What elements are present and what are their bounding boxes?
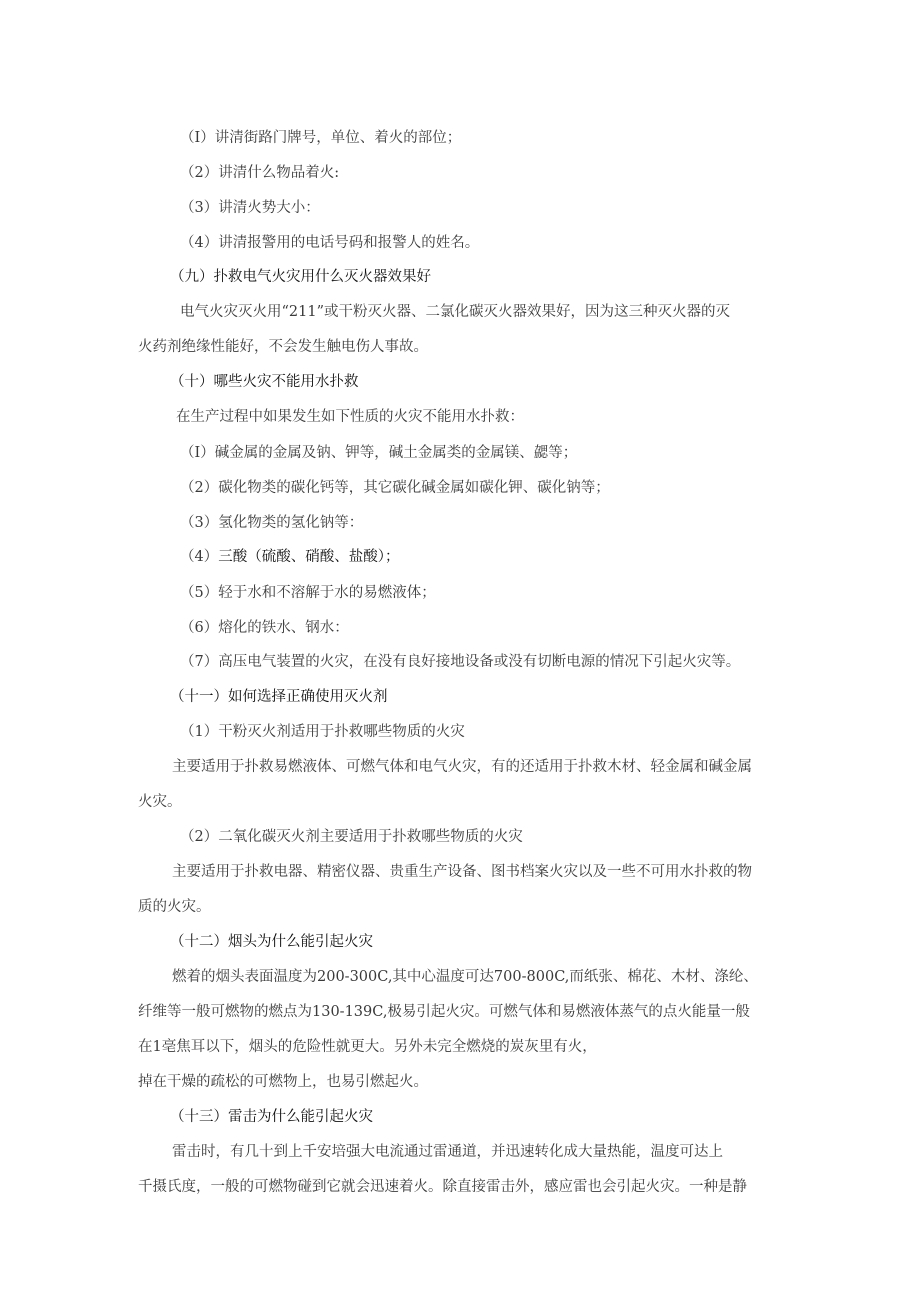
text-line: 主要适用于扑救电器、精密仪器、贵重生产设备、图书档案火灾以及一些不可用水扑救的物 bbox=[172, 864, 752, 880]
text-line: （6）熔化的铁水、钢水： bbox=[180, 620, 349, 636]
text-line: 千摄氏度，一般的可燃物碰到它就会迅速着火。除直接雷击外，感应雷也会引起火灾。一种是静 bbox=[138, 1179, 747, 1195]
text-line: 雷击时，有几十到上千安培强大电流通过雷通道，并迅速转化成大量热能，温度可达上 bbox=[172, 1144, 723, 1160]
text-line: （2）碳化物类的碳化钙等，其它碳化碱金属如碳化钾、碳化钠等； bbox=[180, 480, 610, 496]
text-line: （4）讲清报警用的电话号码和报警人的姓名。 bbox=[180, 235, 480, 251]
section-heading: （十）哪些火灾不能用水扑救 bbox=[170, 374, 359, 390]
text-line: （3）讲清火势大小： bbox=[180, 200, 320, 216]
section-heading: （十三）雷击为什么能引起火灾 bbox=[170, 1109, 373, 1125]
text-line: （I）碱金属的金属及钠、钾等，碱土金属类的金属镁、勰等； bbox=[180, 445, 578, 461]
section-heading: （十二）烟头为什么能引起火灾 bbox=[170, 934, 373, 950]
text-line: （I）讲清街路门牌号，单位、着火的部位； bbox=[180, 130, 462, 146]
text-line: 在生产过程中如果发生如下性质的火灾不能用水扑救： bbox=[176, 409, 524, 425]
text-line: 火灾。 bbox=[138, 794, 182, 810]
text-line: 在1亳焦耳以下，烟头的危险性就更大。另外未完全燃烧的炭灰里有火， bbox=[138, 1039, 597, 1055]
three-acids-text: 三酸（硫酸、硝酸、盐酸）； bbox=[218, 549, 400, 565]
text-line: 掉在干燥的疏松的可燃物上，也易引燃起火。 bbox=[138, 1074, 428, 1090]
text-line bbox=[180, 547, 399, 567]
section-heading: （九）扑救电气火灾用什么灭火器效果好 bbox=[170, 269, 431, 285]
section-heading: （十一）如何选择正确使用灭火剂 bbox=[170, 689, 388, 705]
text-line: （2）二氧化碳灭火剂主要适用于扑救哪些物质的火灾 bbox=[180, 829, 523, 845]
list-number: （4） bbox=[180, 549, 219, 565]
text-line: 燃着的烟头表面温度为200-300C,其中心温度可达700-800C,而纸张、棉花、木材、涤纶、 bbox=[172, 969, 758, 985]
text-line: （3）氢化物类的氢化钠等： bbox=[180, 515, 364, 531]
text-line: 主要适用于扑救易燃液体、可燃气体和电气火灾，有的还适用于扑救木材、轻金属和碱金属 bbox=[172, 759, 752, 775]
text-line: 火药剂绝缘性能好，不会发生触电伤人事故。 bbox=[138, 339, 428, 355]
text-line: （1）干粉灭火剂适用于扑救哪些物质的火灾 bbox=[180, 724, 465, 740]
text-line: 质的火灾。 bbox=[138, 899, 211, 915]
text-line: （7）高压电气装置的火灾，在没有良好接地设备或没有切断电源的情况下引起火灾等。 bbox=[180, 654, 741, 670]
text-line: （5）轻于水和不溶解于水的易燃液体； bbox=[180, 585, 436, 601]
text-line: 电气火灾灭火用“211”或干粉灭火器、二氯化碳灭火器效果好，因为这三种灭火器的灭 bbox=[180, 304, 730, 320]
text-line: （2）讲清什么物品着火: bbox=[180, 165, 340, 181]
text-line: 纤维等一般可燃物的燃点为130-139C,极易引起火灾。可燃气体和易燃液体蒸气的点火能量一般 bbox=[138, 1004, 750, 1020]
